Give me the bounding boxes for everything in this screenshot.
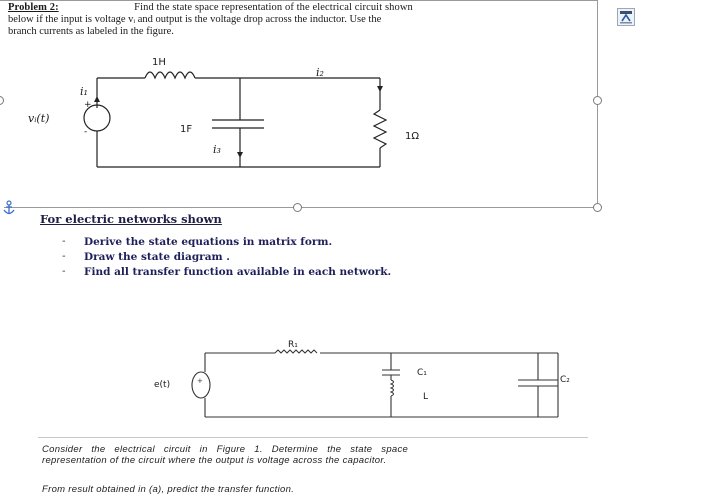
frame-top-line bbox=[0, 0, 598, 1]
source-e-label: e(t) bbox=[154, 380, 171, 390]
bullet-mark-1: - bbox=[62, 236, 66, 247]
note-paragraph-1-line-1: Consider the electrical circuit in Figure 1. Determine the state space bbox=[42, 444, 409, 455]
problem-heading: Problem 2: bbox=[8, 2, 59, 13]
current-i1-label: i₁ bbox=[80, 85, 88, 98]
bullet-mark-2: - bbox=[62, 251, 66, 262]
inductor-value: 1H bbox=[152, 57, 166, 68]
circuit-1-diagram bbox=[0, 40, 600, 205]
source-minus: - bbox=[84, 127, 88, 137]
problem-line-1-text: Find the state space representation of the electrical circuit shown bbox=[134, 2, 413, 13]
svg-text:+: + bbox=[197, 377, 203, 385]
problem-line-3: branch currents as labeled in the figure. bbox=[8, 26, 174, 37]
l-label: L bbox=[423, 392, 429, 402]
note-paragraph-1-line-2: representation of the circuit where the output is voltage across the capacitor. bbox=[42, 455, 387, 466]
current-i3-label: i₃ bbox=[213, 143, 221, 156]
r1-label: R₁ bbox=[288, 340, 298, 350]
c2-label: C₂ bbox=[560, 375, 570, 385]
capacitor-value: 1F bbox=[180, 124, 193, 135]
current-i2-label: i₂ bbox=[316, 66, 324, 79]
problem-line-1 bbox=[8, 2, 598, 13]
resistor-value: 1Ω bbox=[405, 131, 420, 142]
document-icon[interactable] bbox=[617, 8, 635, 26]
source-label: vᵢ(t) bbox=[28, 112, 50, 125]
bullet-mark-3: - bbox=[62, 266, 66, 277]
bullet-text-2: Draw the state diagram . bbox=[84, 251, 230, 263]
source-plus: + bbox=[84, 100, 92, 110]
frame-bottom-divider bbox=[38, 437, 588, 438]
problem-line-2: below if the input is voltage vᵢ and output is the voltage drop across the inductor. Use the bbox=[8, 14, 382, 25]
bullet-text-1: Derive the state equations in matrix form. bbox=[84, 236, 333, 248]
section-2-heading: For electric networks shown bbox=[40, 212, 222, 226]
c1-label: C₁ bbox=[417, 368, 427, 378]
bullet-text-3: Find all transfer function available in each network. bbox=[84, 266, 392, 278]
note-paragraph-2: From result obtained in (a), predict the transfer function. bbox=[42, 484, 295, 495]
circuit-2-diagram bbox=[0, 325, 600, 425]
